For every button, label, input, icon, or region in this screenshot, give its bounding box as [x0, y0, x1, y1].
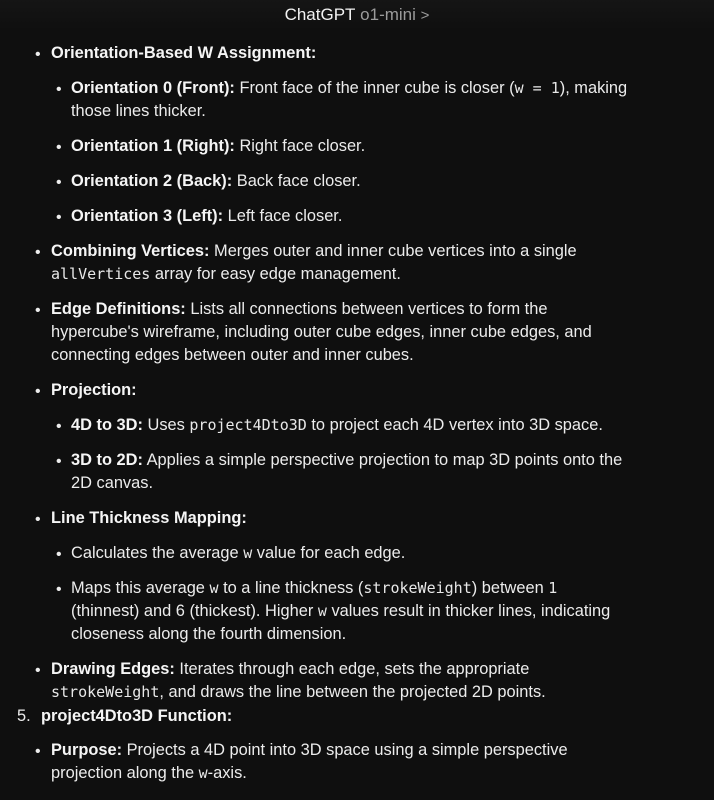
bullet: • [35, 511, 41, 528]
bullet: • [56, 174, 62, 191]
bullet: • [56, 81, 62, 98]
bullet: • [56, 581, 62, 598]
list-item: Orientation 2 (Back): Back face closer. [71, 172, 361, 190]
list-item: Line Thickness Mapping: [51, 509, 247, 527]
app-title: ChatGPT [284, 5, 356, 24]
list-item: 4D to 3D: Uses project4Dto3D to project each 4D vertex into 3D space. [71, 416, 603, 434]
list-item-continuation: closeness along the fourth dimension. [71, 625, 347, 643]
list-item-continuation: (thinnest) and 6 (thickest). Higher w values result in thicker lines, indicating [71, 602, 611, 620]
list-item: Projection: [51, 381, 137, 399]
list-item-continuation: 2D canvas. [71, 474, 153, 492]
bullet: • [35, 662, 41, 679]
list-item: Drawing Edges: Iterates through each edge, sets the appropriate [51, 660, 530, 678]
list-item: Orientation 0 (Front): Front face of the inner cube is closer (w = 1), making [71, 79, 628, 97]
list-item: Calculates the average w value for each edge. [71, 544, 406, 562]
model-selector[interactable]: o1-mini [360, 5, 416, 24]
list-item: Orientation 1 (Right): Right face closer. [71, 137, 366, 155]
list-item: Orientation-Based W Assignment: [51, 44, 317, 62]
list-item: 3D to 2D: Applies a simple perspective projection to map 3D points onto the [71, 451, 623, 469]
list-item-continuation: connecting edges between outer and inner cubes. [51, 346, 414, 364]
bullet: • [35, 46, 41, 63]
list-item-continuation: projection along the w-axis. [51, 764, 247, 782]
list-item: Edge Definitions: Lists all connections between vertices to form the [51, 300, 548, 318]
chat-header[interactable] [0, 0, 714, 30]
list-item: Maps this average w to a line thickness (strokeWeight) between 1 [71, 579, 558, 597]
list-item-continuation: strokeWeight, and draws the line between the projected 2D points. [51, 683, 546, 701]
list-item-continuation: those lines thicker. [71, 102, 206, 120]
list-item: Purpose: Projects a 4D point into 3D space using a simple perspective [51, 741, 568, 759]
bullet: • [35, 244, 41, 261]
list-item-continuation: hypercube's wireframe, including outer cube edges, inner cube edges, and [51, 323, 592, 341]
bullet: • [35, 383, 41, 400]
bullet: • [35, 743, 41, 760]
bullet: • [35, 302, 41, 319]
bullet: • [56, 139, 62, 156]
list-item-continuation: allVertices array for easy edge management. [51, 265, 401, 283]
bullet: • [56, 418, 62, 435]
bullet: • [56, 209, 62, 226]
bullet: • [56, 453, 62, 470]
bullet: • [56, 546, 62, 563]
list-number: 5. [17, 707, 31, 725]
chevron-right-icon[interactable]: > [420, 7, 430, 24]
list-item: Orientation 3 (Left): Left face closer. [71, 207, 343, 225]
list-item: Combining Vertices: Merges outer and inner cube vertices into a single [51, 242, 577, 260]
section-heading: project4Dto3D Function: [41, 707, 233, 725]
